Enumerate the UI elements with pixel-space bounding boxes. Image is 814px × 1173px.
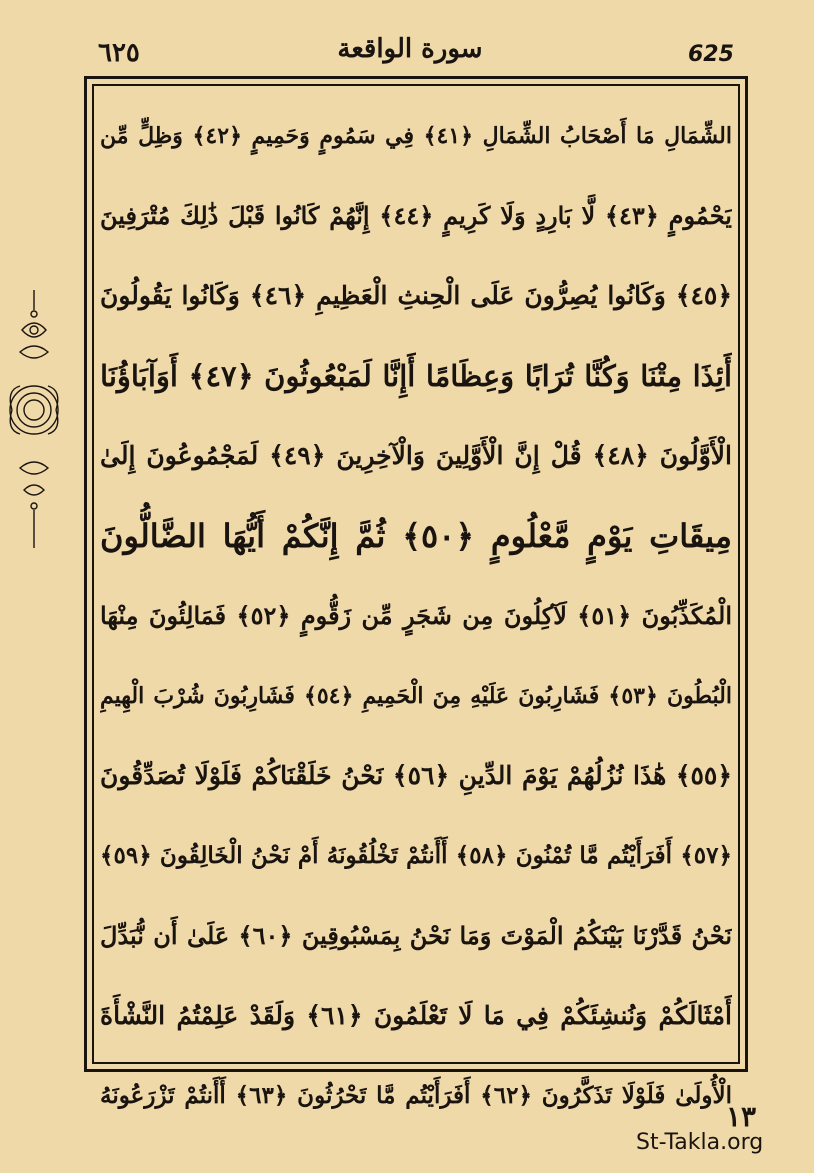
text-line: أَئِذَا مِتْنَا وَكُنَّا تُرَابًا وَعِظَامًا أَإِنَّا لَمَبْعُوثُونَ ﴿٤٧﴾ أَوَآبَاؤُنَا <box>100 359 732 393</box>
page-number-arabic: ٦٢٥ <box>98 38 140 68</box>
page-number-latin: 625 <box>688 42 734 67</box>
margin-ornament-icon <box>6 290 62 550</box>
watermark: St-Takla.org <box>636 1130 764 1155</box>
text-line: يَحْمُومٍ ﴿٤٣﴾ لَّا بَارِدٍ وَلَا كَرِيمٍ ﴿٤٤﴾ إِنَّهُمْ كَانُوا قَبْلَ ذَٰلِكَ مُتْرَفِينَ <box>100 201 732 230</box>
text-line: الْأُولَىٰ فَلَوْلَا تَذَكَّرُونَ ﴿٦٢﴾ أَفَرَأَيْتُم مَّا تَحْرُثُونَ ﴿٦٣﴾ أَأَنتُمْ تَزْرَعُونَهُ <box>100 1082 732 1109</box>
surah-title: سورة الواقعة <box>337 34 483 64</box>
text-line: مِيقَاتِ يَوْمٍ مَّعْلُومٍ ﴿٥٠﴾ ثُمَّ إِنَّكُمْ أَيُّهَا الضَّالُّونَ <box>100 517 732 555</box>
text-line: الْبُطُونَ ﴿٥٣﴾ فَشَارِبُونَ عَلَيْهِ مِنَ الْحَمِيمِ ﴿٥٤﴾ فَشَارِبُونَ شُرْبَ الْهِيمِ <box>100 683 732 709</box>
quran-text-block <box>100 96 732 1109</box>
signature-mark: ١٣ <box>726 1100 757 1133</box>
text-line: ﴿٤٥﴾ وَكَانُوا يُصِرُّونَ عَلَى الْحِنثِ الْعَظِيمِ ﴿٤٦﴾ وَكَانُوا يَقُولُونَ <box>100 281 732 310</box>
text-line: ﴿٥٥﴾ هَٰذَا نُزُلُهُمْ يَوْمَ الدِّينِ ﴿٥٦﴾ نَحْنُ خَلَقْنَاكُمْ فَلَوْلَا تُصَدِّقُونَ <box>100 761 732 790</box>
text-line: نَحْنُ قَدَّرْنَا بَيْنَكُمُ الْمَوْتَ وَمَا نَحْنُ بِمَسْبُوقِينَ ﴿٦٠﴾ عَلَىٰ أَن نُّبَدِّلَ <box>100 921 732 950</box>
text-line: الْمُكَذِّبُونَ ﴿٥١﴾ لَآكِلُونَ مِن شَجَرٍ مِّن زَقُّومٍ ﴿٥٢﴾ فَمَالِئُونَ مِنْهَا <box>100 601 732 630</box>
text-line: أَمْثَالَكُمْ وَنُنشِئَكُمْ فِي مَا لَا تَعْلَمُونَ ﴿٦١﴾ وَلَقَدْ عَلِمْتُمُ النَّشْأَةَ <box>100 1001 732 1030</box>
page-header <box>0 28 814 78</box>
text-line: الْأَوَّلُونَ ﴿٤٨﴾ قُلْ إِنَّ الْأَوَّلِينَ وَالْآخِرِينَ ﴿٤٩﴾ لَمَجْمُوعُونَ إِلَىٰ <box>100 441 732 470</box>
text-line: الشِّمَالِ مَا أَصْحَابُ الشِّمَالِ ﴿٤١﴾ فِي سَمُومٍ وَحَمِيمٍ ﴿٤٢﴾ وَظِلٍّ مِّن <box>100 123 732 149</box>
text-line: ﴿٥٧﴾ أَفَرَأَيْتُم مَّا تُمْنُونَ ﴿٥٨﴾ أَأَنتُمْ تَخْلُقُونَهُ أَمْ نَحْنُ الْخَالِقُونَ ﴿٥٩﴾ <box>100 842 732 869</box>
